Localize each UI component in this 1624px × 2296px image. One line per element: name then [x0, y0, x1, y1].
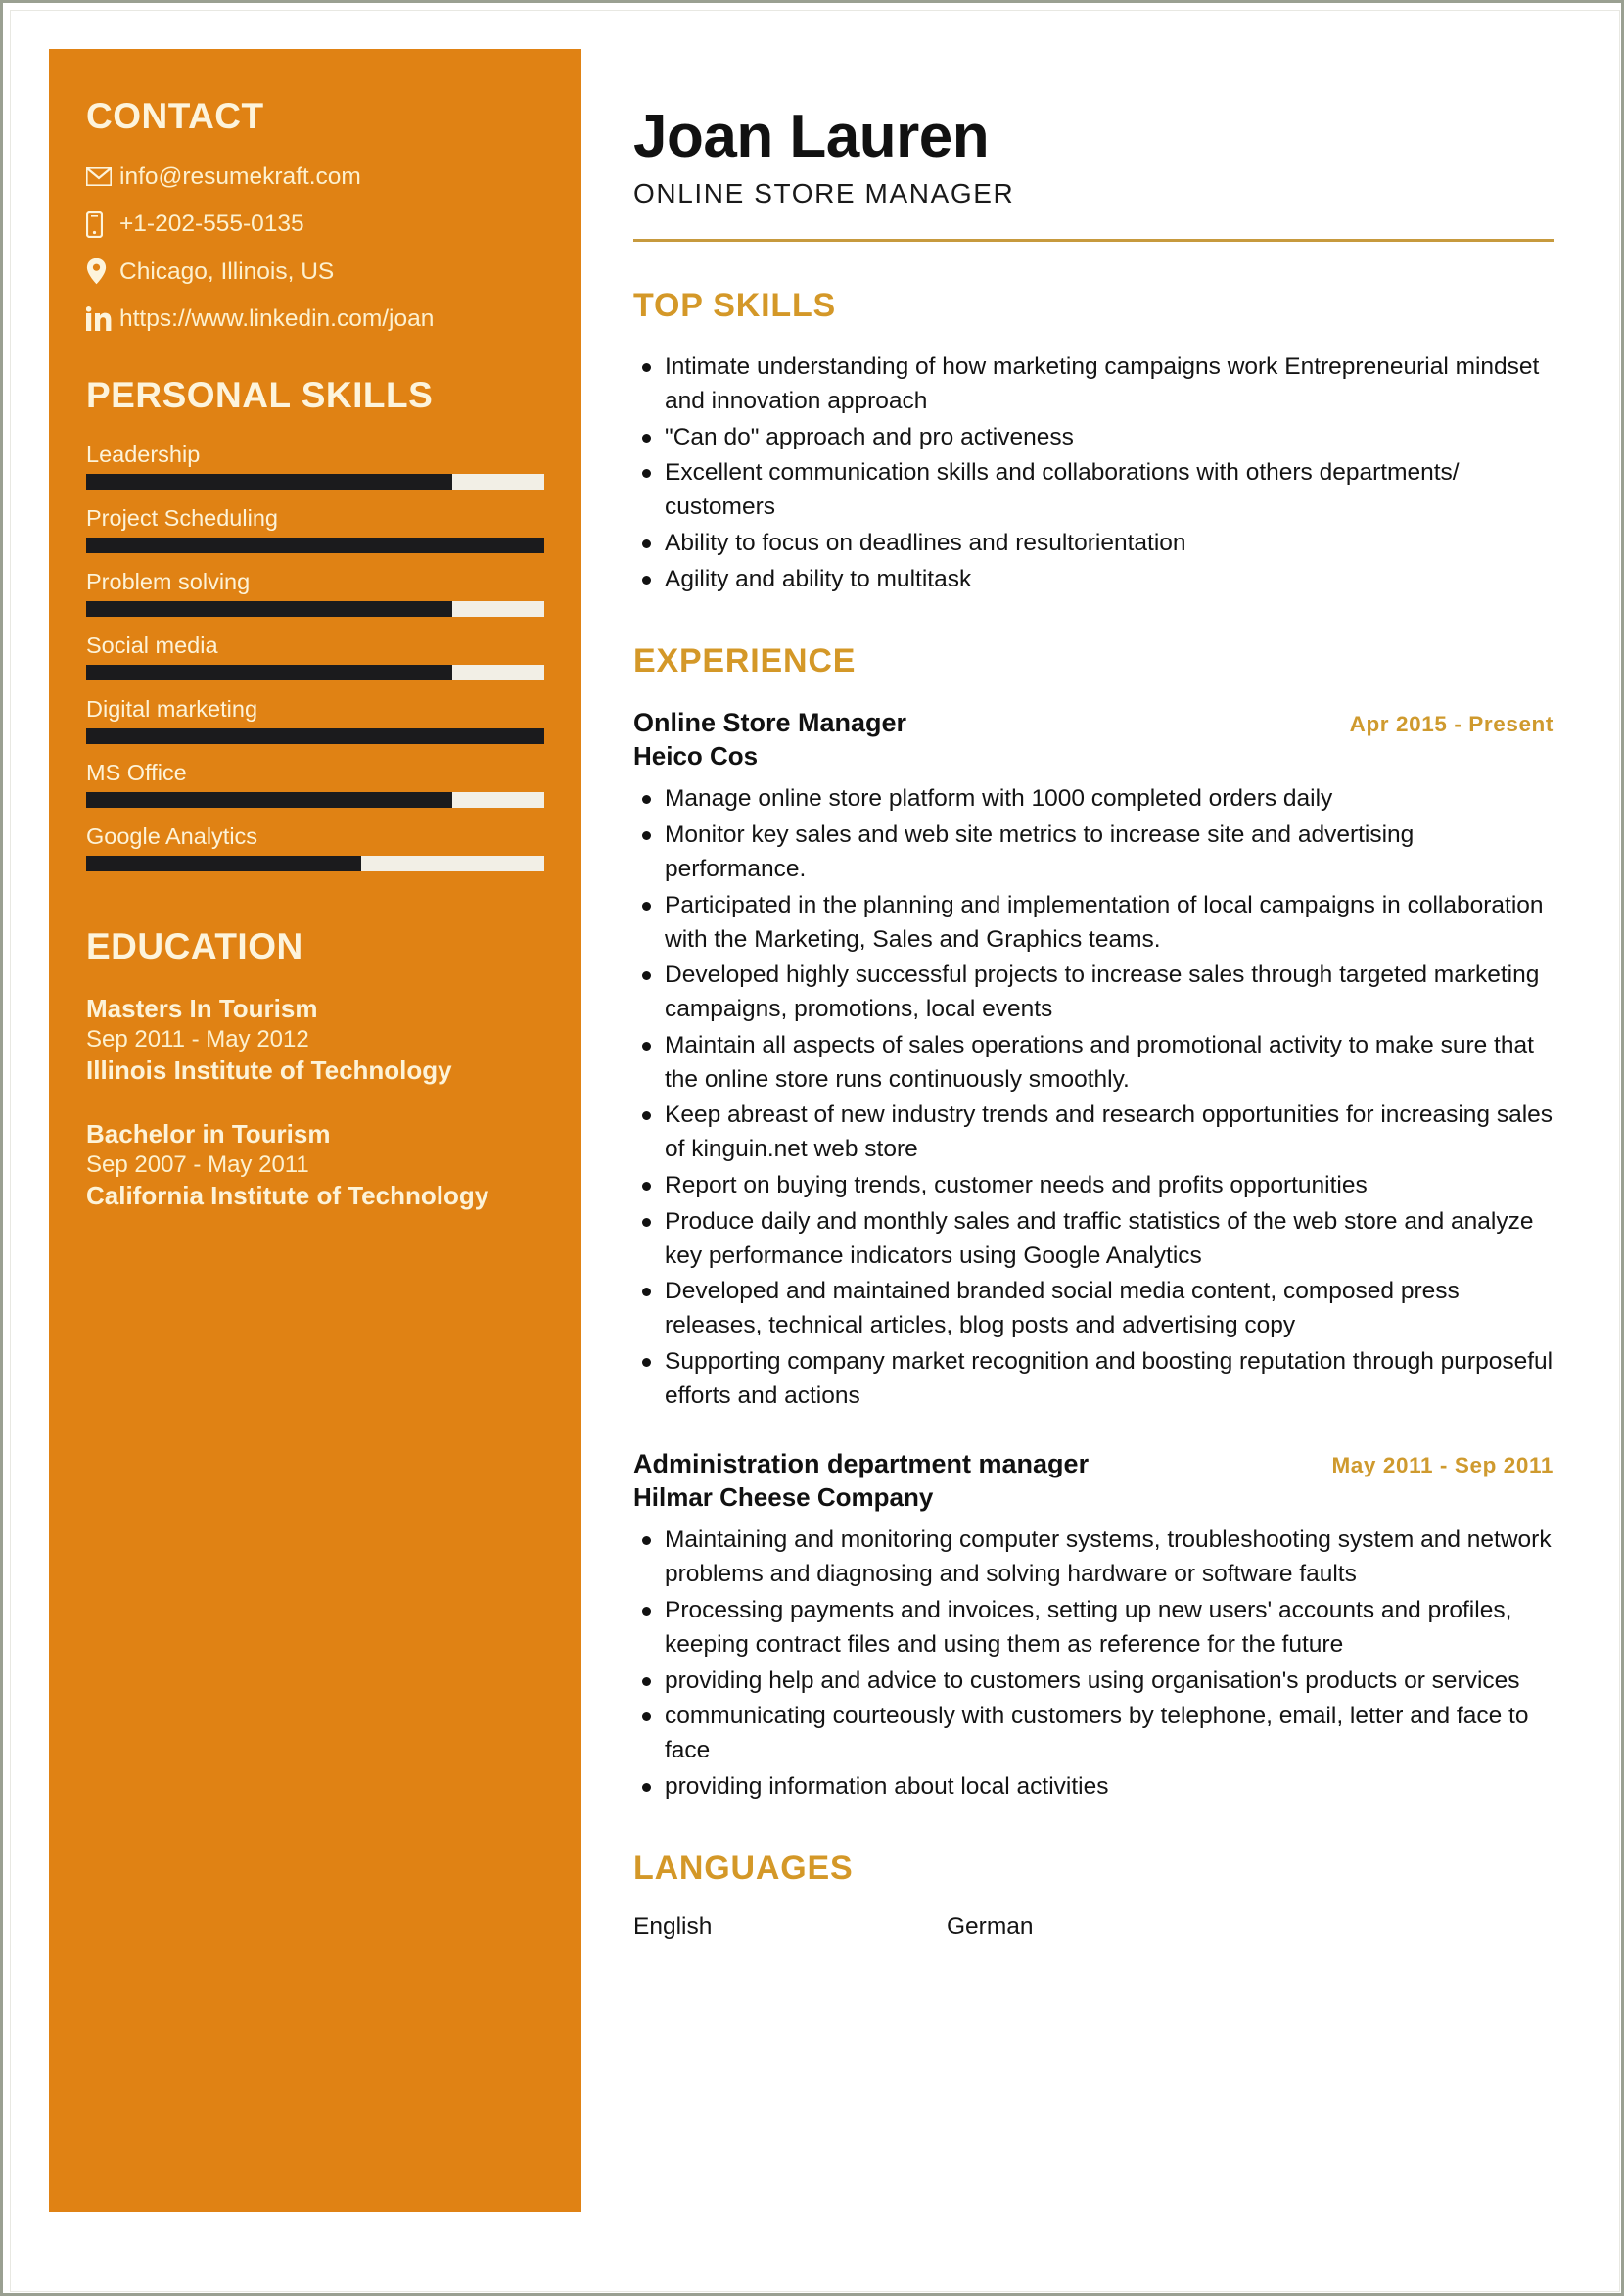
skill-label: Google Analytics — [86, 822, 258, 849]
sidebar — [49, 49, 581, 2212]
experience-heading: EXPERIENCE — [633, 641, 857, 679]
list-item: Developed highly successful projects to increase sales through targeted marketing campaigns, promotions, local events — [633, 959, 1554, 1027]
education-dates: Sep 2011 - May 2012 — [86, 1026, 309, 1054]
skill-bar-fill — [86, 792, 452, 808]
skill-item — [86, 823, 544, 871]
education-item — [86, 993, 544, 1087]
experience-bullets — [633, 782, 1554, 1413]
skill-bar-fill — [86, 538, 544, 553]
header-subtitle: ONLINE STORE MANAGER — [633, 178, 1015, 210]
experience-entry-header — [633, 1447, 1554, 1481]
experience-dates: Apr 2015 - Present — [1349, 711, 1554, 736]
education-degree: Bachelor in Tourism — [86, 1118, 331, 1148]
list-item: Maintaining and monitoring computer systems, troubleshooting system and network problems and diagnosing and solving hardware or software faults — [633, 1523, 1554, 1592]
education-school: Illinois Institute of Technology — [86, 1055, 452, 1086]
contact-heading: CONTACT — [86, 96, 264, 136]
contact-linkedin-text: https://www.linkedin.com/joan — [119, 305, 435, 333]
skill-item — [86, 442, 544, 490]
skill-bar-track — [86, 665, 544, 680]
list-item: Excellent communication skills and collaborations with others departments/ customers — [633, 456, 1554, 525]
envelope-icon — [86, 167, 119, 186]
list-item: providing help and advice to customers using organisation's products or services — [633, 1664, 1554, 1699]
experience-entry — [633, 706, 1554, 1414]
main-content — [633, 105, 1554, 1941]
personal-skills-heading: PERSONAL SKILLS — [86, 374, 434, 415]
skill-bar-track — [86, 538, 544, 553]
languages-list — [633, 1913, 1554, 1941]
experience-company: Hilmar Cheese Company — [633, 1481, 934, 1512]
experience-role: Administration department manager — [633, 1448, 1090, 1478]
experience-section — [633, 642, 1554, 1804]
skill-label: Social media — [86, 632, 218, 658]
contact-email-text: info@resumekraft.com — [119, 164, 361, 190]
language-item: German — [947, 1912, 1034, 1940]
skill-bar-fill — [86, 474, 452, 490]
linkedin-icon — [86, 306, 119, 331]
list-item: Maintain all aspects of sales operations and promotional activity to make sure that the online store runs continuously smoothly. — [633, 1029, 1554, 1098]
skill-bar-track — [86, 601, 544, 617]
list-item: Supporting company market recognition and boosting reputation through purposeful efforts and actions — [633, 1345, 1554, 1414]
skill-item — [86, 696, 544, 744]
contact-item-email[interactable] — [86, 163, 544, 191]
list-item: Monitor key sales and web site metrics to increase site and advertising performance. — [633, 819, 1554, 887]
contact-item-location[interactable] — [86, 258, 544, 286]
skill-item — [86, 569, 544, 617]
skill-bar-fill — [86, 665, 452, 680]
skill-bar-fill — [86, 728, 544, 744]
languages-heading: LANGUAGES — [633, 1849, 854, 1887]
education-school: California Institute of Technology — [86, 1181, 489, 1211]
skill-bar-fill — [86, 856, 361, 871]
mobile-phone-icon — [86, 211, 119, 238]
list-item: Keep abreast of new industry trends and research opportunities for increasing sales of kinguin.net web store — [633, 1099, 1554, 1167]
skill-label: Digital marketing — [86, 695, 258, 722]
experience-role: Online Store Manager — [633, 707, 907, 737]
list-item: Produce daily and monthly sales and traffic statistics of the web store and analyze key performance indicators using Google Analytics — [633, 1205, 1554, 1274]
top-skills-section — [633, 287, 1554, 596]
education-degree: Masters In Tourism — [86, 993, 318, 1023]
skill-bar-track — [86, 792, 544, 808]
contact-phone-text: +1-202-555-0135 — [119, 211, 304, 238]
contact-item-phone[interactable] — [86, 210, 544, 238]
skill-bar-track — [86, 856, 544, 871]
list-item: providing information about local activities — [633, 1770, 1554, 1804]
contact-list — [86, 163, 544, 334]
skill-label: Project Scheduling — [86, 504, 278, 531]
list-item: Manage online store platform with 1000 completed orders daily — [633, 782, 1554, 817]
list-item: Agility and ability to multitask — [633, 563, 1554, 597]
experience-bullets — [633, 1523, 1554, 1804]
list-item: "Can do" approach and pro activeness — [633, 421, 1554, 455]
skill-item — [86, 760, 544, 808]
contact-location-text: Chicago, Illinois, US — [119, 258, 335, 285]
education-section — [86, 926, 544, 1212]
experience-company: Heico Cos — [633, 740, 759, 771]
skill-bar-track — [86, 728, 544, 744]
skill-label: Problem solving — [86, 568, 251, 594]
experience-entry — [633, 1447, 1554, 1804]
language-item: English — [633, 1912, 713, 1940]
list-item: Developed and maintained branded social media content, composed press releases, technical articles, blog posts and advertising copy — [633, 1275, 1554, 1343]
list-item: Intimate understanding of how marketing campaigns work Entrepreneurial mindset and innovation approach — [633, 351, 1554, 419]
header-divider — [633, 239, 1554, 242]
education-dates: Sep 2007 - May 2011 — [86, 1151, 309, 1179]
location-pin-icon — [86, 258, 119, 285]
page-title: Joan Lauren — [633, 103, 990, 170]
experience-dates: May 2011 - Sep 2011 — [1331, 1452, 1554, 1477]
list-item: Participated in the planning and implementation of local campaigns in collaboration with the Marketing, Sales and Graphics teams. — [633, 889, 1554, 958]
education-heading: EDUCATION — [86, 925, 303, 966]
skill-label: MS Office — [86, 759, 187, 785]
languages-section — [633, 1850, 1554, 1941]
skill-bar-track — [86, 474, 544, 490]
skill-item — [86, 633, 544, 680]
list-item: communicating courteously with customers by telephone, email, letter and face to face — [633, 1700, 1554, 1768]
education-item — [86, 1118, 544, 1212]
top-skills-heading: TOP SKILLS — [633, 287, 837, 325]
list-item: Ability to focus on deadlines and resultorientation — [633, 527, 1554, 561]
list-item: Processing payments and invoices, setting up new users' accounts and profiles, keeping contract files and using them as reference for the future — [633, 1594, 1554, 1663]
contact-item-linkedin[interactable] — [86, 305, 544, 333]
personal-skills-section — [86, 375, 544, 871]
experience-entry-header — [633, 706, 1554, 740]
skill-label: Leadership — [86, 441, 201, 467]
resume-paper — [10, 10, 1620, 2292]
skill-item — [86, 505, 544, 553]
skill-bar-fill — [86, 601, 452, 617]
top-skills-list — [633, 351, 1554, 596]
list-item: Report on buying trends, customer needs and profits opportunities — [633, 1169, 1554, 1203]
